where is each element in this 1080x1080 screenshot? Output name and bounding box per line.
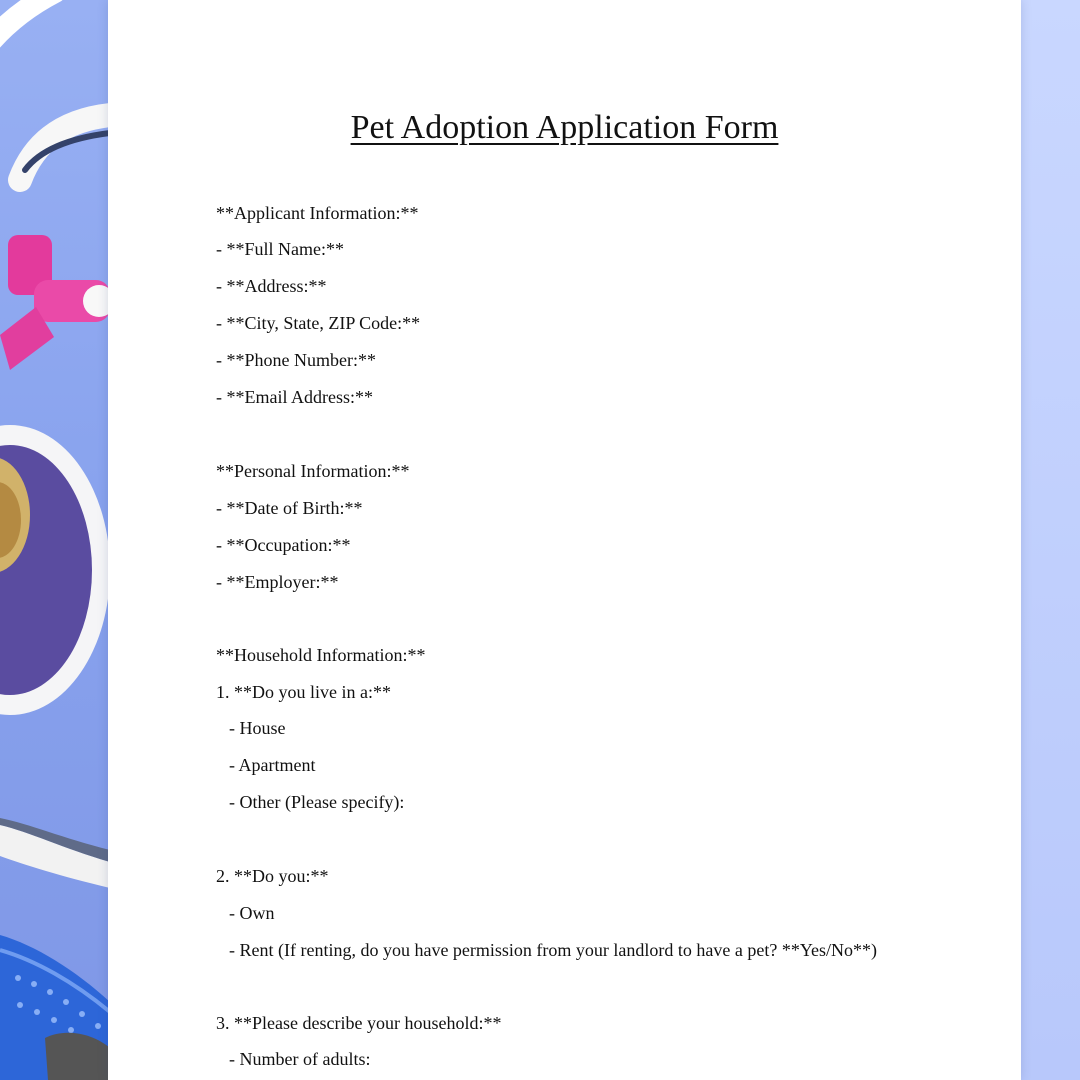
field-city-state-zip: - **City, State, ZIP Code:**	[216, 313, 421, 333]
question-household: 3. **Please describe your household:**	[216, 1013, 502, 1033]
field-email-address: - **Email Address:**	[216, 387, 373, 407]
field-phone-number: - **Phone Number:**	[216, 350, 376, 370]
option-house: - House	[229, 718, 286, 738]
document-title: Pet Adoption Application Form	[350, 109, 779, 146]
option-rent: - Rent (If renting, do you have permission from your landlord to have a pet? **Yes/No**)	[229, 940, 878, 960]
section-heading-applicant-information: **Applicant Information:**	[216, 203, 419, 223]
section-heading-household-information: **Household Information:**	[216, 645, 426, 665]
field-full-name: - **Full Name:**	[216, 239, 344, 259]
option-apartment: - Apartment	[229, 755, 316, 775]
right-background-strip	[1020, 0, 1080, 1080]
document-page	[108, 0, 1021, 1080]
question-live-in: 1. **Do you live in a:**	[216, 682, 391, 702]
field-occupation: - **Occupation:**	[216, 535, 351, 555]
field-number-of-adults: - Number of adults:	[229, 1049, 371, 1069]
field-employer: - **Employer:**	[216, 572, 339, 592]
field-date-of-birth: - **Date of Birth:**	[216, 498, 363, 518]
option-own: - Own	[229, 903, 275, 923]
section-heading-personal-information: **Personal Information:**	[216, 461, 410, 481]
question-own-or-rent: 2. **Do you:**	[216, 866, 329, 886]
field-address: - **Address:**	[216, 276, 327, 296]
option-other: - Other (Please specify):	[229, 792, 405, 812]
